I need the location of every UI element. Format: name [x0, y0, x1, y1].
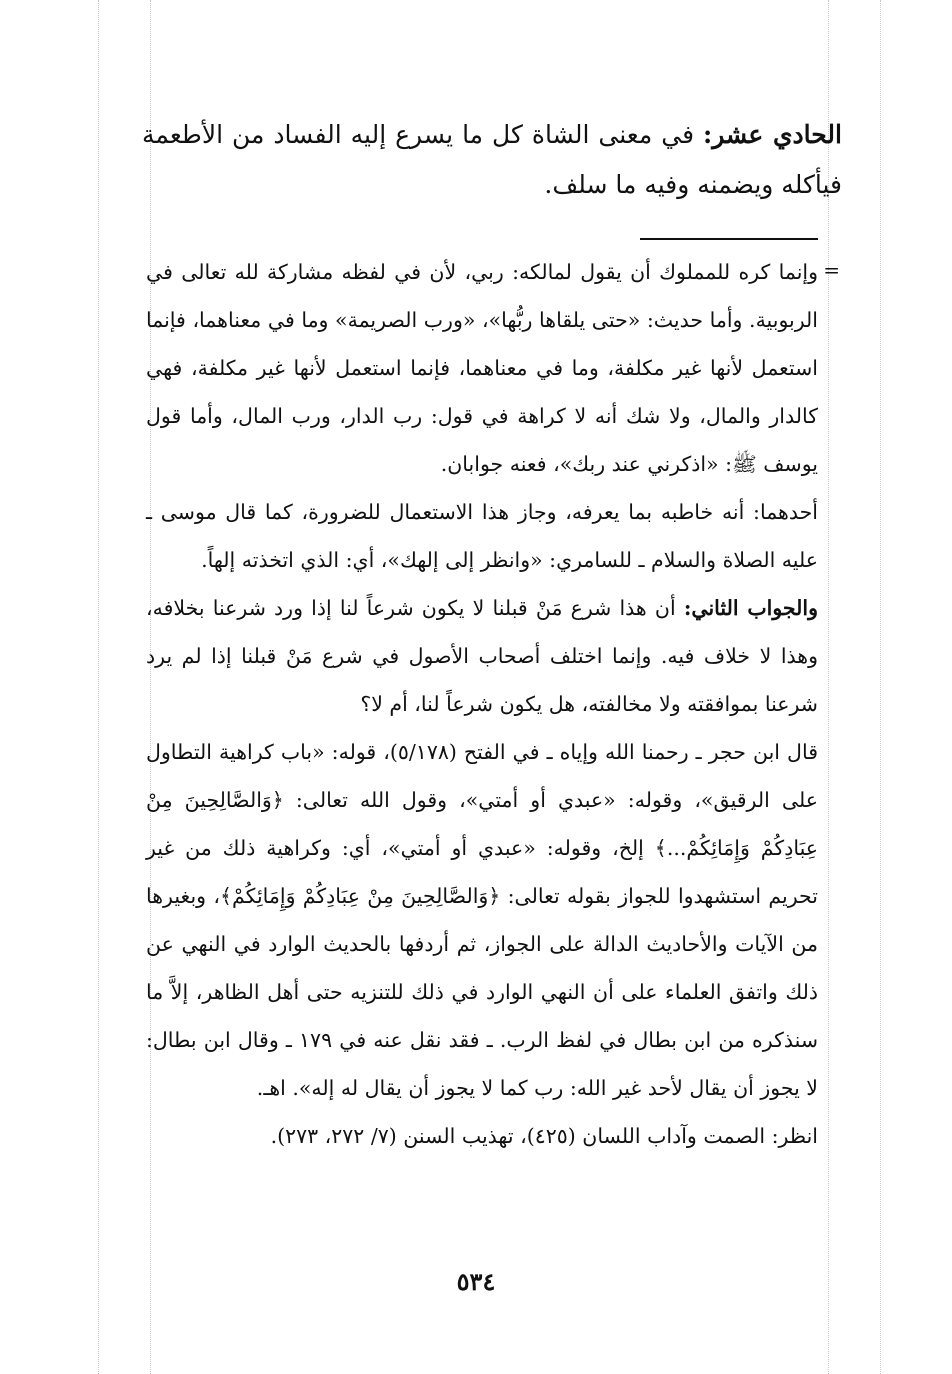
- footnote-paragraph: [146, 488, 818, 584]
- main-paragraph-text: في معنى الشاة كل ما يسرع إليه الفساد من الأطعمة فيأكله ويضمنه وفيه ما سلف.: [142, 120, 842, 199]
- footnote-paragraph: [146, 584, 818, 728]
- footnote-paragraph-text: أن هذا شرع مَنْ قبلنا لا يكون شرعاً لنا إذا ورد شرعنا بخلافه، وهذا لا خلاف فيه. وإنما اختلف أصحاب الأصول في شرع مَنْ قبلنا إذا لم يرد شرعنا بموافقته ولا مخالفته، هل يكون شرعاً لنا، أم لا؟: [146, 596, 818, 716]
- footnote-paragraph: [146, 728, 818, 1112]
- scan-artifact-line: [98, 0, 99, 1374]
- main-paragraph-lead: الحادي عشر:: [703, 120, 842, 149]
- footnote-separator: [640, 238, 818, 240]
- footnote-continuation-marker: =: [823, 258, 840, 282]
- footnote-paragraph: [146, 1112, 818, 1160]
- footnote-paragraph-lead: والجواب الثاني:: [683, 596, 818, 620]
- page-number: ٥٣٤: [456, 1267, 496, 1296]
- footnote-paragraph: [146, 248, 818, 488]
- main-text-block: [142, 110, 842, 210]
- footnote-paragraph-text: وإنما كره للمملوك أن يقول لمالكه: ربي، لأن في لفظه مشاركة لله تعالى في الربوبية. وأما حديث: «حتى يلقاها ربُّها»، «ورب الصريمة» وما في معناهما، فإنما استعمل لأنها غير مكلفة، وما في معناهما، فإنما استعمل لأنها غير مكلفة، فهي كالدار والمال، ولا شك أنه لا كراهة في قول: رب الدار، ورب المال، وأما قول يوسف ﷺ: «اذكرني عند ربك»، فعنه جوابان.: [146, 260, 818, 476]
- scan-artifact-line: [880, 0, 881, 1374]
- footnote-block: [146, 248, 818, 1160]
- footnote-paragraph-text: أحدهما: أنه خاطبه بما يعرفه، وجاز هذا الاستعمال للضرورة، كما قال موسى ـ عليه الصلاة والسلام ـ للسامري: «وانظر إلى إلهك»، أي: الذي اتخذته إلهاً.: [146, 500, 818, 572]
- main-paragraph: [142, 110, 842, 210]
- footnote-paragraph-text: قال ابن حجر ـ رحمنا الله وإياه ـ في الفتح (٥/١٧٨)، قوله: «باب كراهية التطاول على الرقيق»، وقوله: «عبدي أو أمتي»، وقول الله تعالى: ﴿وَالصَّالِحِينَ مِنْ عِبَادِكُمْ وَإِمَائِكُمْ...﴾ إلخ، وقوله: «عبدي أو أمتي»، أي: وكراهية ذلك من غير تحريم استشهدوا للجواز بقوله تعالى: ﴿وَالصَّالِحِينَ مِنْ عِبَادِكُمْ وَإِمَائِكُمْ﴾، وبغيرها من الآيات والأحاديث الدالة على الجواز، ثم أردفها بالحديث الوارد في النهي عن ذلك واتفق العلماء على أن النهي الوارد في ذلك للتنزيه حتى أهل الظاهر، إلاَّ ما سنذكره من ابن بطال في لفظ الرب. ـ فقد نقل عنه في ١٧٩ ـ وقال ابن بطال: لا يجوز أن يقال لأحد غير الله: رب كما لا يجوز أن يقال له إله». اهـ.: [146, 740, 818, 1100]
- footnote-paragraph-text: انظر: الصمت وآداب اللسان (٤٢٥)، تهذيب السنن (٧/ ٢٧٢، ٢٧٣).: [270, 1124, 818, 1148]
